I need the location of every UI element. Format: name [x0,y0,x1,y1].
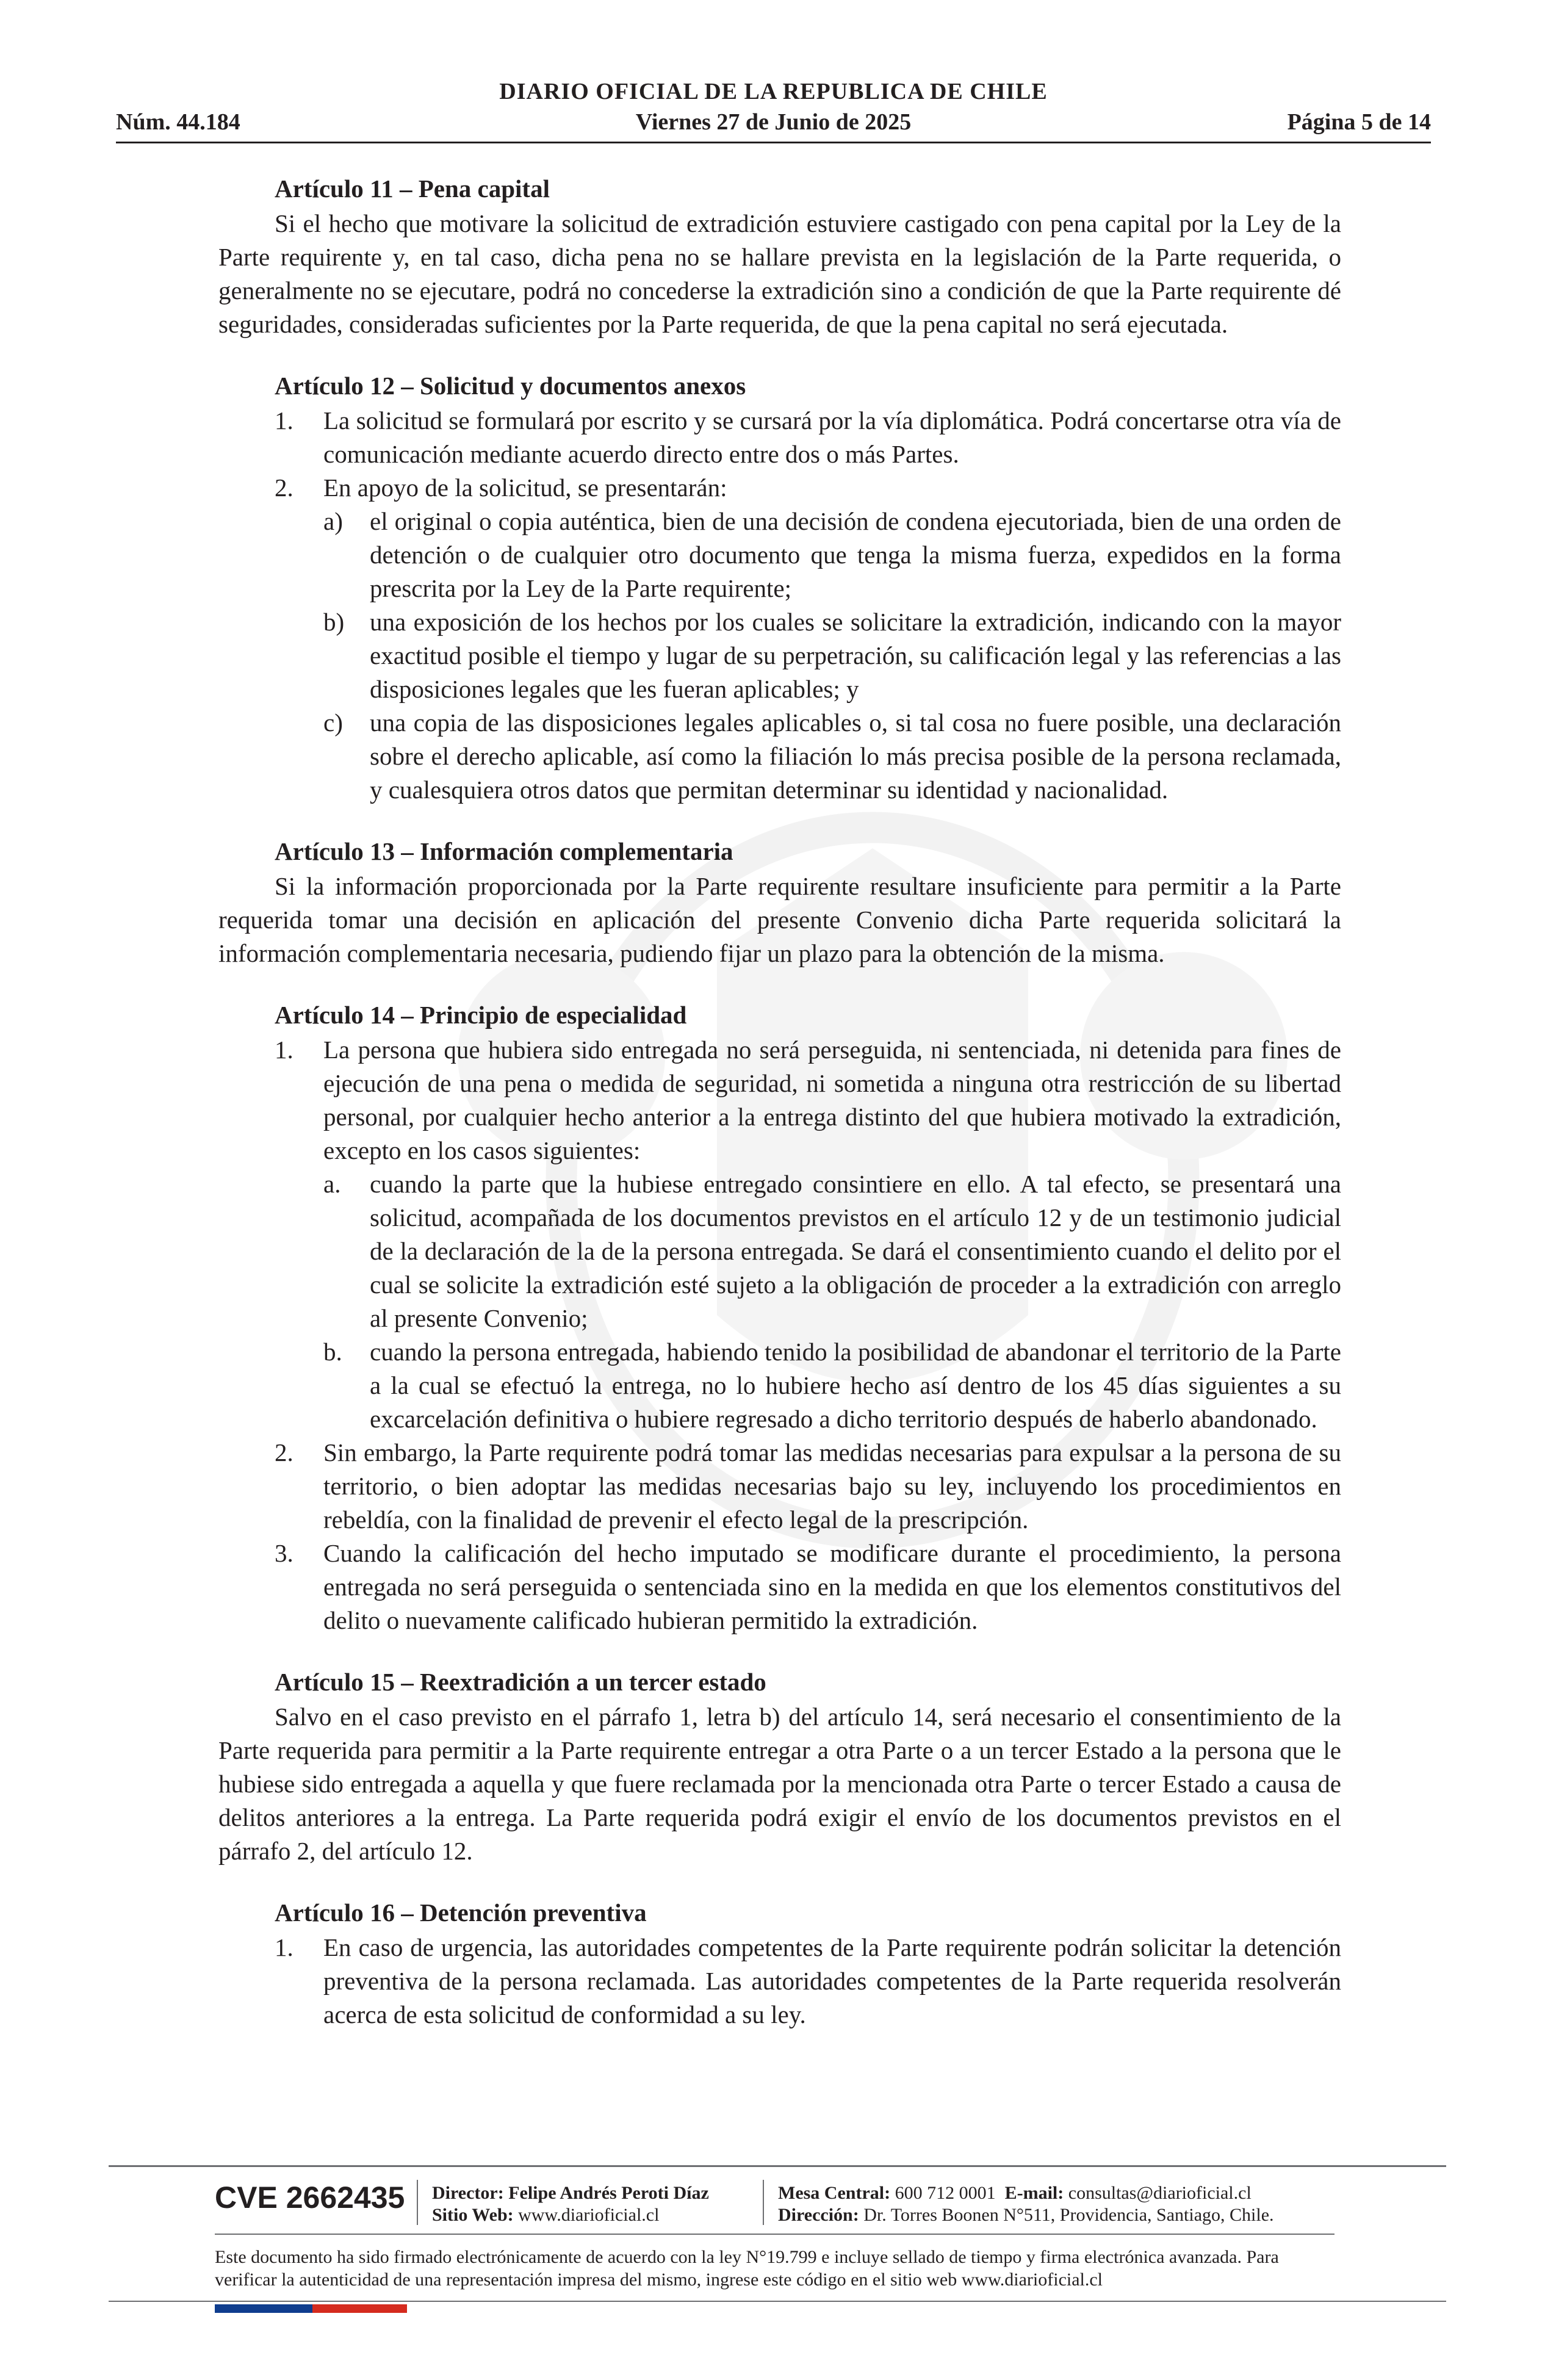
legal-notice: Este documento ha sido firmado electrónicamente de acuerdo con la ley N°19.799 e incluye sellado de tiempo y firma electrónica avanzada. Para verificar la autenticidad de una representación impresa del mismo, ingrese este código en el sitio web www.diarioficial.cl [215,2247,1279,2290]
article-title: Artículo 13 – Información complementaria [275,837,733,865]
address-label: Dirección: [778,2205,859,2225]
item-number: 1. [275,1036,294,1064]
article-paragraph: Si el hecho que motivare la solicitud de extradición estuviere castigado con pena capital por la Ley de la Parte requirente y, en tal caso, dicha pena no se hallare prevista en la legislación de la Parte requerida, o generalmente no se ejecutare, podrá no concederse la extradición sino a condición de que la Parte requirente dé seguridades, consideradas suficientes por la Parte requerida, de que la pena capital no será ejecutada. [218,209,1341,338]
item-text: La persona que hubiera sido entregada no será perseguida, ni sentenciada, ni detenida para fines de ejecución de una pena o medida de seguridad, ni sometida a ninguna otra restricción de su libertad personal, por cualquier hecho anterior a la entrega distinto del que hubiera motivado la extradición, excepto en los casos siguientes: [323,1036,1341,1164]
sub-item-text: el original o copia auténtica, bien de una decisión de condena ejecutoriada, bien de una orden de detención o de cualquier otro documento que tenga la misma fuerza, expedidos en la forma prescrita por la Ley de la Parte requirente; [370,507,1341,602]
article-11 [218,172,1341,341]
director-name: Felipe Andrés Peroti Díaz [508,2183,709,2203]
issue-number: Núm. 44.184 [116,109,240,135]
contact-info [778,2182,1274,2226]
item-text: Cuando la calificación del hecho imputado se modificare durante el procedimiento, la persona entregada no será perseguida o sentenciada sino en la medida en que los elementos constitutivos del delito o nuevamente calificado hubieran permitido la extradición. [323,1539,1341,1634]
sub-item-letter: b. [323,1338,342,1366]
article-12 [218,369,1341,807]
item-number: 2. [275,474,294,502]
list-item [218,1537,1341,1637]
sub-item [218,1335,1341,1436]
item-text: Sin embargo, la Parte requirente podrá tomar las medidas necesarias para expulsar a la persona de su territorio, o bien adoptar las medidas necesarias bajo su ley, incluyendo los procedimientos en rebeldía, con la finalidad de prevenir el efecto legal de la prescripción. [323,1438,1341,1534]
sub-item [218,706,1341,807]
page-header [116,73,1431,146]
newspaper-title: DIARIO OFICIAL DE LA REPUBLICA DE CHILE [499,79,1048,104]
item-text: La solicitud se formulará por escrito y se cursará por la vía diplomática. Podrá concertarse otra vía de comunicación mediante acuerdo directo entre dos o más Partes. [323,406,1341,468]
email-label: E-mail: [1004,2183,1064,2203]
sub-item-text: una copia de las disposiciones legales aplicables o, si tal cosa no fuere posible, una declaración sobre el derecho aplicable, así como la filiación lo más precisa posible de la persona reclamada, y cualesquiera otros datos que permitan determinar su identidad y nacionalidad. [370,709,1341,804]
flag-stripe-blue [215,2304,312,2313]
article-13 [218,835,1341,970]
sub-item-letter: c) [323,709,343,737]
article-title: Artículo 15 – Reextradición a un tercer estado [275,1668,766,1696]
article-paragraph: Salvo en el caso previsto en el párrafo 1, letra b) del artículo 14, será necesario el consentimiento de la Parte requerida para permitir a la Parte requirente entregar a otra Parte o a un tercer Estado a la persona que le hubiese sido entregada a aquella y que fuere reclamada por la mencionada otra Parte o tercer Estado a causa de delitos anteriores a la entrega. La Parte requerida podrá exigir el envío de los documentos previstos en el párrafo 2, del artículo 12. [218,1703,1341,1865]
item-text: En apoyo de la solicitud, se presentarán: [323,474,727,502]
sub-item-text: cuando la parte que la hubiese entregado consintiere en ello. A tal efecto, se presentará una solicitud, acompañada de los documentos previstos en el artículo 12 y de un testimonio judicial de la declaración de la de la persona entregada. Se dará el consentimiento cuando el delito por el cual se solicite la extradición esté sujeto a la obligación de proceder a la extradición con arreglo al presente Convenio; [370,1170,1341,1332]
sub-item-text: una exposición de los hechos por los cuales se solicitare la extradición, indicando con la mayor exactitud posible el tiempo y lugar de su perpetración, su calificación legal y las referencias a las disposiciones legales que les fueran aplicables; y [370,608,1341,703]
list-item [218,404,1341,471]
list-item [218,1033,1341,1167]
footer-separator [763,2180,764,2225]
sub-item-letter: b) [323,608,345,636]
article-title: Artículo 12 – Solicitud y documentos anexos [275,372,746,400]
website-link[interactable]: www.diarioficial.cl [518,2205,660,2225]
footer-divider [109,2165,1446,2167]
item-number: 1. [275,1933,294,1961]
sub-item [218,605,1341,706]
footer-separator [417,2180,418,2225]
footer-divider [109,2301,1446,2302]
sub-item [218,505,1341,605]
phone-label: Mesa Central: [778,2183,891,2203]
issue-date: Viernes 27 de Junio de 2025 [635,109,912,135]
document-body [218,172,1341,2060]
sub-item-letter: a. [323,1170,341,1198]
item-number: 3. [275,1539,294,1567]
email-link[interactable]: consultas@diarioficial.cl [1068,2183,1252,2203]
page-number: Página 5 de 14 [1287,109,1431,135]
article-14 [218,998,1341,1637]
article-15 [218,1665,1341,1868]
item-text: En caso de urgencia, las autoridades competentes de la Parte requirente podrán solicitar la detención preventiva de la persona reclamada. Las autoridades competentes de la Parte requerida resolverán acerca de esta solicitud de conformidad a su ley. [323,1933,1341,2028]
item-number: 2. [275,1438,294,1466]
director-info [432,2182,709,2226]
address-text: Dr. Torres Boonen N°511, Providencia, Santiago, Chile. [863,2205,1274,2225]
item-number: 1. [275,406,294,435]
article-title: Artículo 14 – Principio de especialidad [275,1001,687,1029]
list-item [218,471,1341,505]
flag-stripe-red [312,2304,407,2313]
director-label: Director: [432,2183,504,2203]
article-paragraph: Si la información proporcionada por la Parte requirente resultare insuficiente para permitir a la Parte requerida tomar una decisión en aplicación del presente Convenio dicha Parte requerida solicitará la información complementaria necesaria, pudiendo fijar un plazo para la obtención de la misma. [218,872,1341,967]
list-item [218,1436,1341,1537]
sub-item-text: cuando la persona entregada, habiendo tenido la posibilidad de abandonar el territorio de la Parte a la cual se efectuó la entrega, no lo hubiere hecho así dentro de los 45 días siguientes a su excarcelación definitiva o hubiere regresado a dicho territorio después de haberlo abandonado. [370,1338,1341,1433]
cve-code: CVE 2662435 [215,2180,405,2215]
phone-number: 600 712 0001 [895,2183,996,2203]
article-title: Artículo 16 – Detención preventiva [275,1899,647,1927]
sub-item [218,1167,1341,1335]
web-label: Sitio Web: [432,2205,514,2225]
list-item [218,1931,1341,2032]
header-rule [116,142,1431,143]
article-16 [218,1896,1341,2032]
sub-item-letter: a) [323,507,343,535]
article-title: Artículo 11 – Pena capital [275,175,550,203]
footer-divider [215,2234,1334,2235]
